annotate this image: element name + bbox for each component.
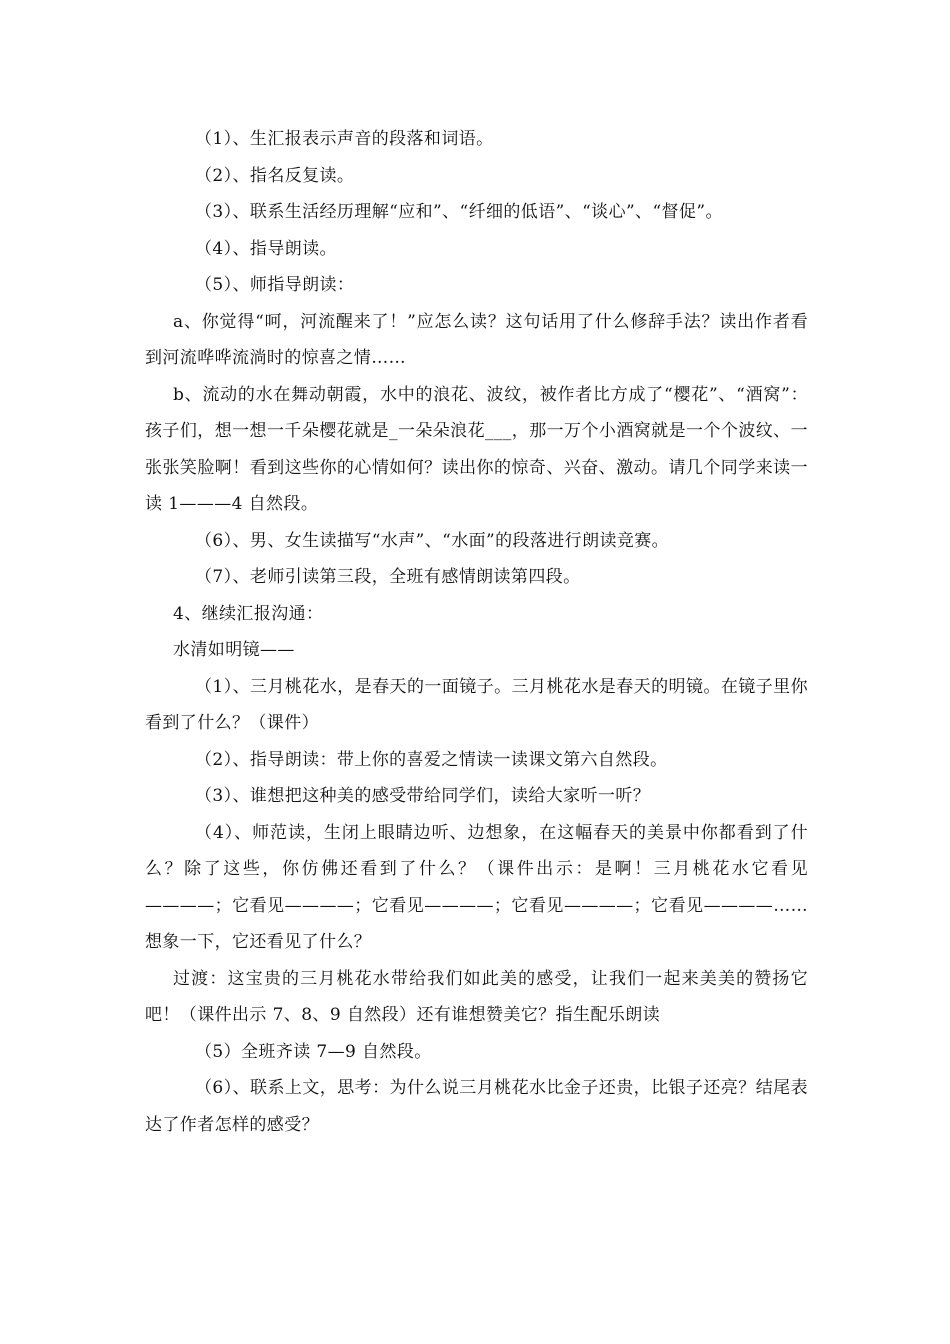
section-heading-4: 4、继续汇报沟通： — [173, 603, 324, 624]
paragraph-mirror-4: （4）、师范读，生闭上眼睛边听、边想象，在这幅春天的美景中你都看到了什么？除了这些，你仿佛还看到了什么？（课件出示：是啊！三月桃花水它看见————；它看见————；它看见————；它看见————；它看见————……想象一下，它还看见了什么？ — [145, 822, 808, 952]
paragraph-transition: 过渡：这宝贵的三月桃花水带给我们如此美的感受，让我们一起来美美的赞扬它吧！（课件出示 7、8、9 自然段）还有谁想赞美它？指生配乐朗读 — [145, 968, 808, 1025]
paragraph-step-3: （3）、联系生活经历理解“应和”、“纤细的低语”、“谈心”、“督促”。 — [195, 202, 723, 222]
document-body — [145, 121, 808, 1143]
paragraph-point-b: b、流动的水在舞动朝霞，水中的浪花、波纹，被作者比方成了“樱花”、“酒窝”：孩子们，想一想一千朵樱花就是_一朵朵浪花___，那一万个小酒窝就是一个个波纹、一张张笑脸啊！看到这些你的心情如何？读出你的惊奇、兴奋、激动。请几个同学来读一读 1———4 自然段。 — [145, 384, 808, 514]
paragraph-step-7: （7）、老师引读第三段，全班有感情朗读第四段。 — [195, 567, 581, 587]
paragraph-mirror-5: （5）全班齐读 7—9 自然段。 — [195, 1041, 432, 1062]
paragraph-step-4: （4）、指导朗读。 — [195, 238, 337, 259]
paragraph-mirror-1: （1）、三月桃花水，是春天的一面镜子。三月桃花水是春天的明镜。在镜子里你看到了什么？（课件） — [145, 676, 808, 733]
paragraph-point-a: a、你觉得“呵，河流醒来了！”应怎么读？这句话用了什么修辞手法？读出作者看到河流哗哗流淌时的惊喜之情…… — [145, 311, 808, 368]
paragraph-step-6: （6）、男、女生读描写“水声”、“水面”的段落进行朗读竞赛。 — [195, 530, 670, 551]
paragraph-step-1: （1）、生汇报表示声音的段落和词语。 — [195, 129, 494, 149]
paragraph-step-2: （2）、指名反复读。 — [195, 165, 355, 186]
paragraph-mirror-3: （3）、谁想把这种美的感受带给同学们，读给大家听一听？ — [195, 786, 651, 806]
paragraph-mirror-2: （2）、指导朗读：带上你的喜爱之情读一读课文第六自然段。 — [195, 749, 668, 770]
subsection-heading: 水清如明镜—— — [173, 640, 295, 660]
paragraph-mirror-6: （6）、联系上文，思考：为什么说三月桃花水比金子还贵，比银子还亮？结尾表达了作者怎样的感受？ — [145, 1078, 808, 1135]
paragraph-step-5: （5）、师指导朗读： — [195, 275, 355, 295]
